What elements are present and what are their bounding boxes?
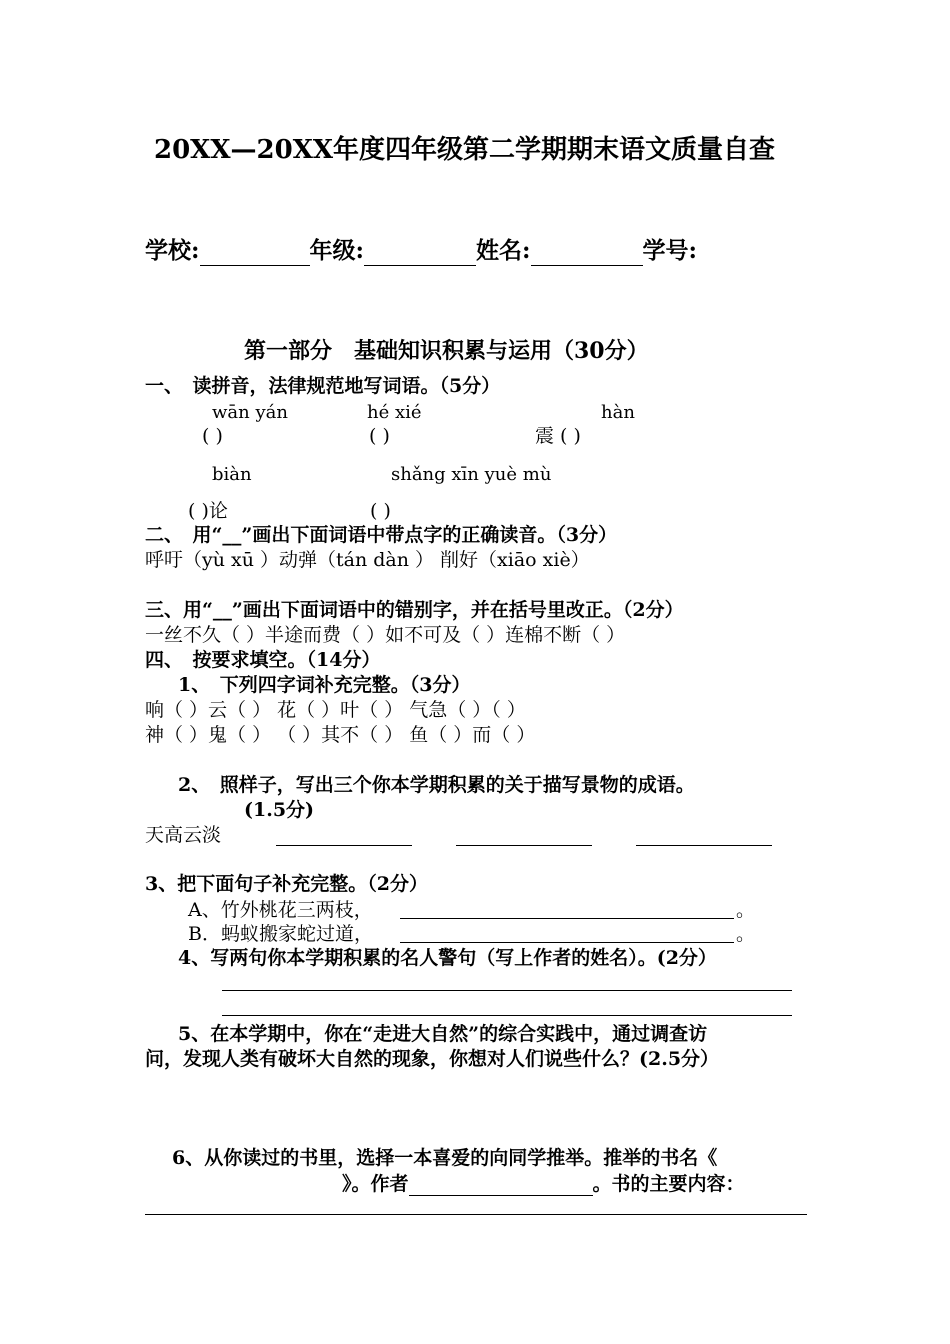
q1-answer-2[interactable]: ( ) [369,425,390,447]
name-label: 姓名: [476,237,531,264]
author-blank[interactable] [409,1173,593,1196]
q4-s2-blank-2[interactable] [456,845,592,846]
q4-s3-a-blank[interactable] [400,918,734,919]
q4-s5-line1: 5、在本学期中，你在“走进大自然”的综合实践中，通过调查访 [178,1023,708,1045]
q4-s6-line2 [342,1172,745,1196]
q4-s1-heading: 1、 下列四字词补充完整。（3分） [178,674,471,696]
q1-pinyin-1: wān yán [212,402,288,423]
q4-s1-line1: 响（ ）云（ ） 花（ ）叶（ ） 气急（ ）（ ） [145,699,526,721]
q4-s4-heading: 4、写两句你本学期积累的名人警句（写上作者的姓名）。(2分） [178,947,717,969]
q4-s4-blank-1[interactable] [222,990,792,991]
q4-s6-blank[interactable] [145,1214,807,1215]
q4-s4-blank-2[interactable] [222,1015,792,1016]
q1-answer-4[interactable]: ( )论 [188,500,228,522]
school-label: 学校: [145,237,200,264]
q4-s6-line2-a: 》。作者 [342,1173,409,1195]
q4-s3-a: A、竹外桃花三两枝， [188,899,373,921]
q2-line: 呼吁（yù xū ）动弹（tán dàn ） 削好（xiāo xiè） [145,549,590,571]
q1-heading: 一、 读拼音，法律规范地写词语。（5分） [145,375,501,397]
q4-s3-heading: 3、把下面句子补充完整。（2分） [145,873,428,895]
page-title: 20XX—20XX年度四年级第二学期期末语文质量自查 [154,135,776,165]
q4-s3-b-period: 。 [736,923,756,945]
q3-heading: 三、用“__”画出下面词语中的错别字，并在括号里改正。（2分） [145,599,684,621]
student-info-line [145,236,697,266]
q1-answer-1[interactable]: ( ) [202,425,223,447]
q1-answer-3[interactable]: 震 ( ) [535,425,581,447]
q4-s2-blank-1[interactable] [276,845,412,846]
q4-s3-b: B．蚂蚁搬家蛇过道， [188,923,373,945]
part1-heading: 第一部分 基础知识积累与运用（30分） [244,338,649,364]
grade-blank[interactable] [364,243,476,266]
grade-label: 年级: [309,237,364,264]
q4-s5-line2: 问，发现人类有破坏大自然的现象，你想对人们说些什么？(2.5分） [145,1048,720,1070]
name-blank[interactable] [531,243,643,266]
school-blank[interactable] [200,243,310,266]
q3-line: 一丝不久（ ）半途而费（ ）如不可及（ ）连棉不断（ ） [145,624,626,646]
q1-pinyin-3: hàn [601,402,635,423]
q4-s1-line2: 神（ ）鬼（ ） （ ）其不（ ） 鱼（ ）而（ ） [145,724,536,746]
q4-s3-b-blank[interactable] [400,942,734,943]
q4-heading: 四、 按要求填空。（14分） [145,649,381,671]
q4-s2-score: (1.5分) [244,799,315,821]
number-label: 学号: [642,237,697,264]
q4-s2-heading: 2、 照样子，写出三个你本学期积累的关于描写景物的成语。 [178,774,695,796]
q4-s3-a-period: 。 [736,899,756,921]
q4-s6-line1: 6、从你读过的书里，选择一本喜爱的向同学推举。推举的书名《 [172,1147,718,1169]
q1-pinyin-2: hé xié [367,402,422,423]
q2-heading: 二、 用“__”画出下面词语中带点字的正确读音。（3分） [145,524,618,546]
q4-s2-example: 天高云淡 [145,824,222,846]
q1-pinyin-5: shǎng xīn yuè mù [391,464,552,485]
q1-pinyin-4: biàn [212,464,252,485]
q4-s2-blank-3[interactable] [636,845,772,846]
q1-answer-5[interactable]: ( ) [370,500,391,522]
q4-s6-line2-b: 。书的主要内容： [592,1173,745,1195]
